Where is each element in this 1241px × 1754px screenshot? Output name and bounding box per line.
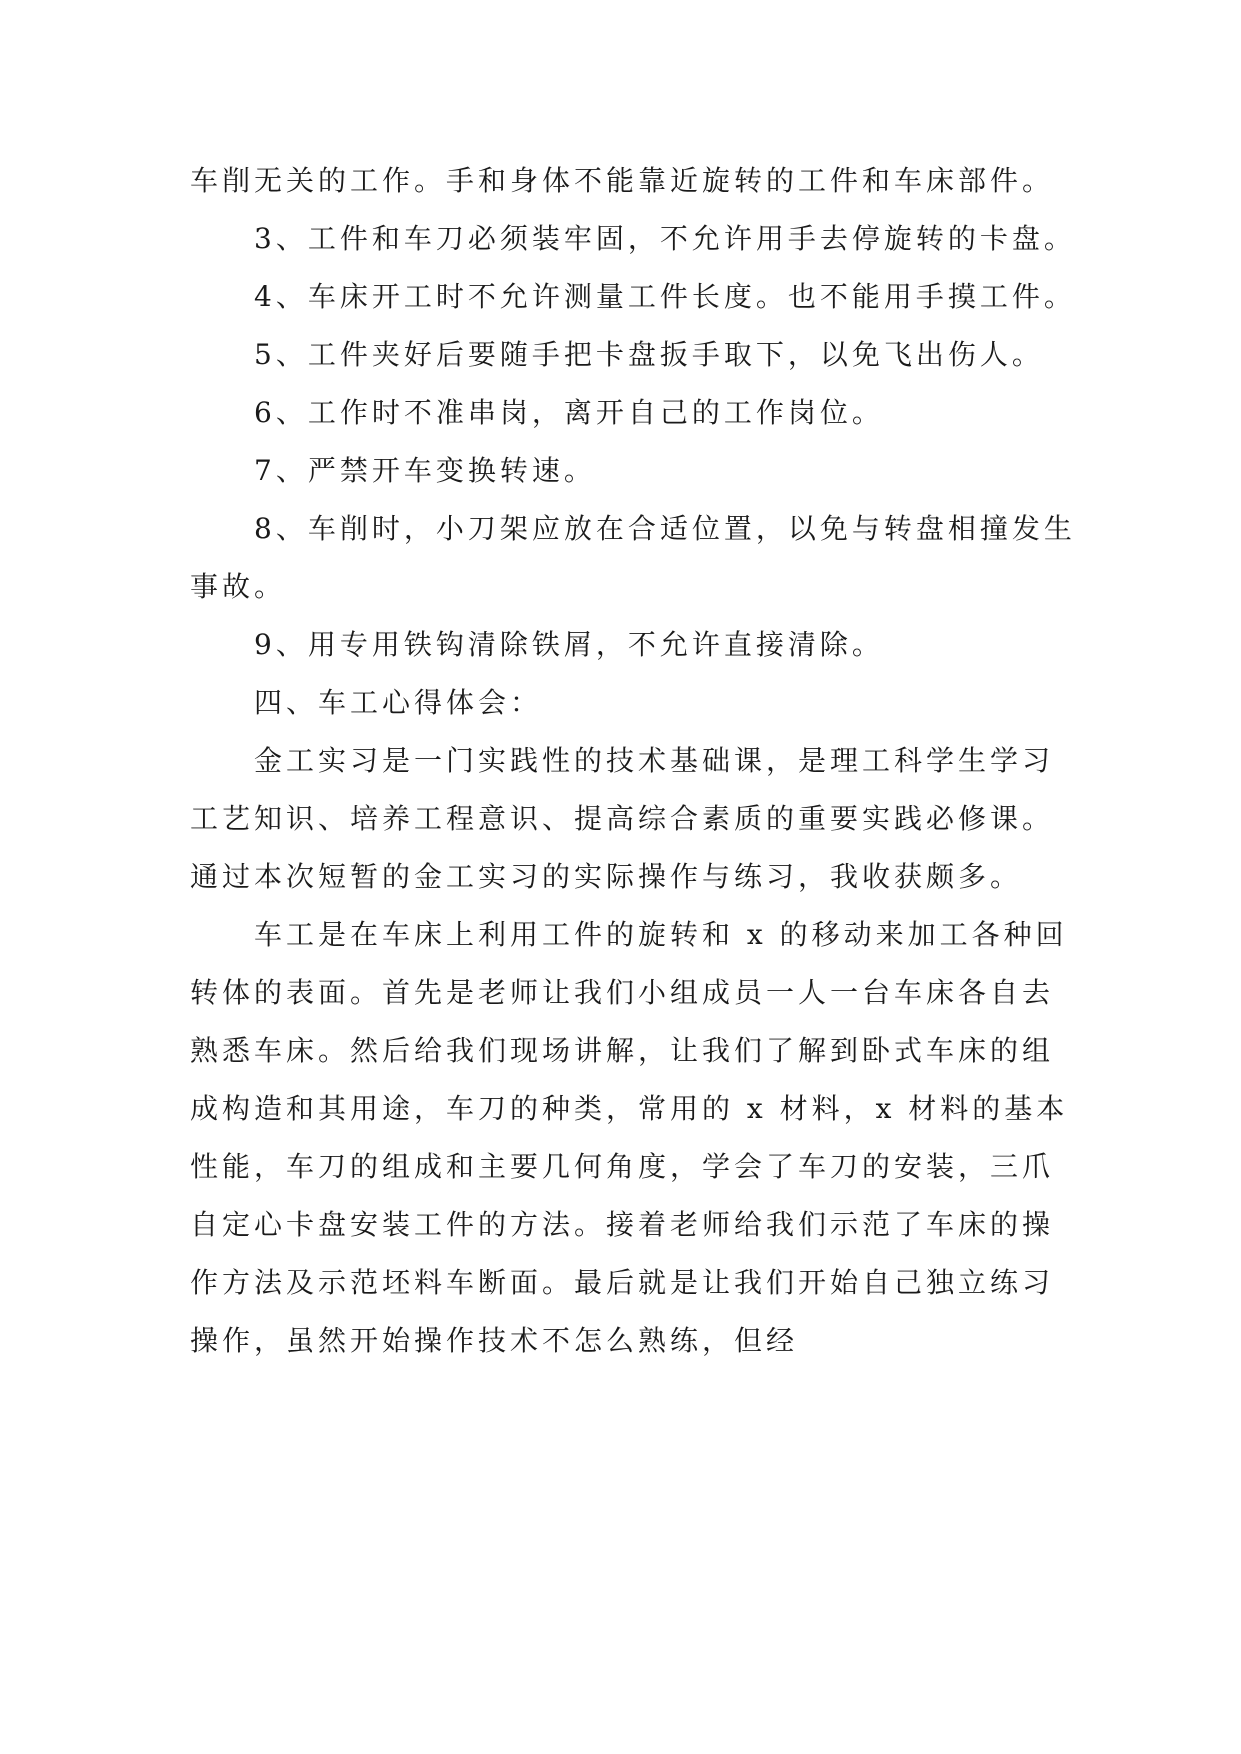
paragraph-intro: 金工实习是一门实践性的技术基础课，是理工科学生学习工艺知识、培养工程意识、提高综合素质的重要实践必修课。通过本次短暂的金工实习的实际操作与练习，我收获颇多。 <box>190 744 1055 893</box>
paragraph-rule-6: 6、工作时不准串岗，离开自己的工作岗位。 <box>254 396 884 429</box>
paragraph-lathe-work: 车工是在车床上利用工件的旋转和 x 的移动来加工各种回转体的表面。首先是老师让我们小组成员一人一台车床各自去熟悉车床。然后给我们现场讲解，让我们了解到卧式车床的组成构造和其用途，车刀的种类，常用的 x 材料，x 材料的基本性能，车刀的组成和主要几何角度，学会了车刀的安装，三爪自定心卡盘安装工件的方法。接着老师给我们示范了车床的操作方法及示范坯料车断面。最后就是让我们开始自己独立练习操作，虽然开始操作技术不怎么熟练，但经 <box>190 918 1069 1357</box>
paragraph-rule-7: 7、严禁开车变换转速。 <box>254 454 596 487</box>
paragraph-rule-3: 3、工件和车刀必须装牢固，不允许用手去停旋转的卡盘。 <box>254 222 1076 255</box>
document-page <box>190 152 1080 1370</box>
paragraph-rule-9: 9、用专用铁钩清除铁屑，不允许直接清除。 <box>254 628 884 661</box>
section-heading: 四、车工心得体会： <box>254 686 543 719</box>
paragraph-rule-4: 4、车床开工时不允许测量工件长度。也不能用手摸工件。 <box>254 280 1076 313</box>
paragraph-rule-8: 8、车削时，小刀架应放在合适位置，以免与转盘相撞发生事故。 <box>190 512 1076 603</box>
paragraph-safety-continued: 车削无关的工作。手和身体不能靠近旋转的工件和车床部件。 <box>190 164 1055 197</box>
paragraph-rule-5: 5、工件夹好后要随手把卡盘扳手取下，以免飞出伤人。 <box>254 338 1044 371</box>
